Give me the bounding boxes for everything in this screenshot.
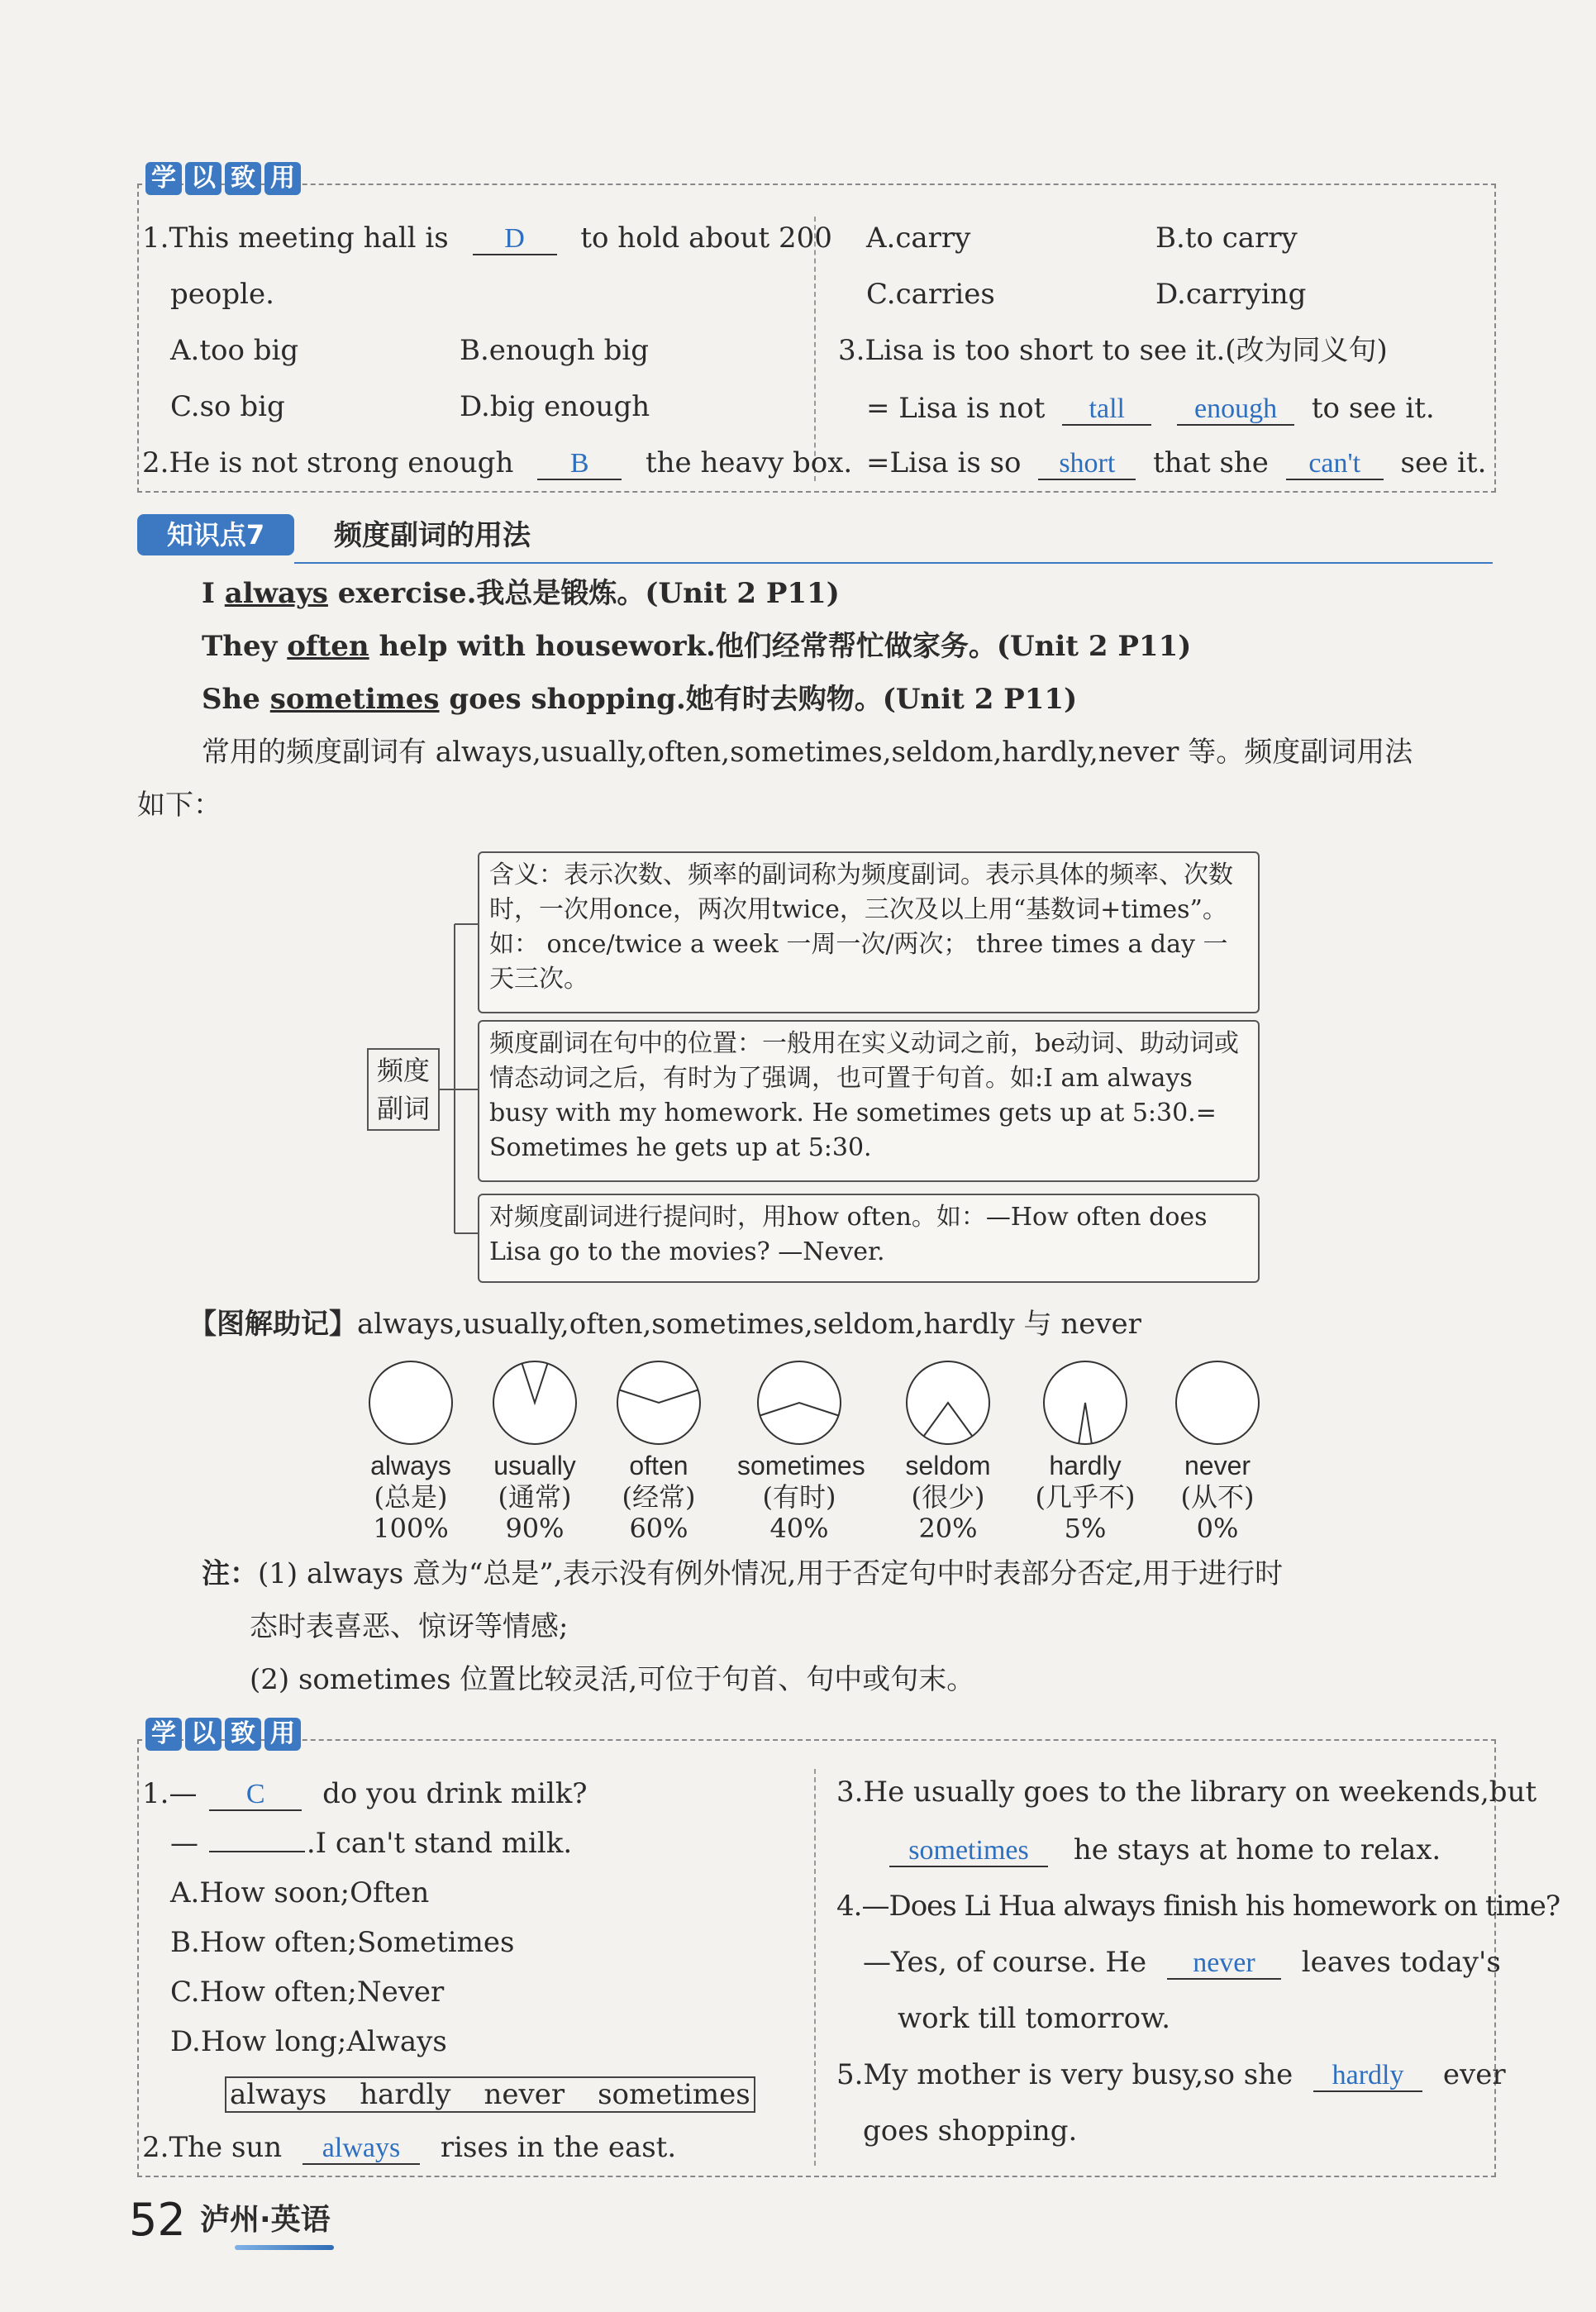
option-a: A.too big — [170, 334, 299, 367]
frequency-item-sometimes — [737, 1359, 865, 1544]
frequency-item-always — [349, 1359, 473, 1544]
option-b: B.How often;Sometimes — [170, 1926, 515, 1959]
frequency-en: always — [370, 1451, 451, 1480]
frequency-pct: 90% — [505, 1513, 565, 1544]
question-1-cont: people. — [170, 278, 274, 311]
frequency-zh: (有时) — [762, 1481, 836, 1513]
word-option: hardly — [360, 2078, 451, 2111]
frequency-pct: 20% — [918, 1513, 978, 1544]
intro-line-1: 常用的频度副词有 always,usually,often,sometimes,seldom,hardly,never 等。频度副词用法 — [202, 736, 1413, 769]
keyword: often — [287, 630, 369, 663]
example-2: They often help with housework.他们经常帮忙做家务。(Unit 2 P11) — [202, 630, 1192, 663]
option-c: C.How often;Never — [170, 1976, 445, 2009]
question-1: 1.This meeting hall is D to hold about 200 — [142, 222, 832, 255]
word-option: never — [484, 2078, 565, 2111]
option-d: D.big enough — [460, 390, 650, 423]
frequency-zh: (很少) — [911, 1481, 985, 1513]
frequency-circle — [904, 1359, 992, 1447]
answer-blank[interactable]: enough — [1177, 394, 1294, 426]
frequency-zh: (经常) — [622, 1481, 696, 1513]
question-1: 1.— C do you drink milk? — [142, 1777, 588, 1810]
example-3: She sometimes goes shopping.她有时去购物。(Unit 2 P11) — [202, 683, 1078, 716]
word-option: sometimes — [598, 2078, 750, 2111]
frequency-en: sometimes — [737, 1451, 865, 1480]
frequency-pct: 100% — [373, 1513, 449, 1544]
answer-blank[interactable]: always — [303, 2133, 420, 2165]
frequency-item-never — [1155, 1359, 1279, 1544]
question-3: 3.He usually goes to the library on weekends,but — [836, 1776, 1537, 1809]
badge-char: 用 — [264, 1718, 301, 1751]
badge-char: 以 — [185, 1718, 222, 1751]
question-2: 2.He is not strong enough B the heavy box. — [142, 446, 853, 479]
mindmap-root: 频度 副词 — [367, 1048, 440, 1131]
column-divider — [814, 217, 816, 481]
note-2: (2) sometimes 位置比较灵活,可位于句首、句中或句末。 — [250, 1663, 975, 1696]
frequency-circle — [367, 1359, 455, 1447]
answer-blank[interactable]: short — [1038, 449, 1136, 480]
intro-line-2: 如下： — [137, 789, 222, 822]
frequency-en: never — [1184, 1451, 1251, 1480]
option-b: B.enough big — [460, 334, 650, 367]
answer-blank[interactable]: B — [537, 449, 622, 480]
frequency-pct: 60% — [629, 1513, 688, 1544]
frequency-en: hardly — [1049, 1451, 1122, 1480]
answer-blank[interactable]: can't — [1286, 449, 1384, 480]
question-4-reply: —Yes, of course. He never leaves today's — [863, 1946, 1501, 1979]
frequency-zh: (通常) — [498, 1481, 572, 1513]
question-3: 3.Lisa is too short to see it.(改为同义句) — [838, 334, 1388, 367]
frequency-pct: 40% — [769, 1513, 829, 1544]
badge-char: 致 — [225, 162, 261, 195]
badge-char: 致 — [225, 1718, 261, 1751]
answer-blank[interactable]: D — [473, 224, 557, 255]
answer-blank[interactable]: sometimes — [889, 1836, 1048, 1867]
question-3-line1: = Lisa is not tall enough to see it. — [866, 392, 1435, 425]
option-c: C.so big — [170, 390, 285, 423]
question-2: 2.The sun always rises in the east. — [142, 2131, 677, 2164]
answer-blank[interactable]: hardly — [1313, 2061, 1422, 2092]
badge-apply-1 — [145, 162, 301, 195]
diagram-caption: 【图解助记】always,usually,often,sometimes,seldom,hardly 与 never — [188, 1308, 1141, 1341]
kp-badge: 知识点7 — [137, 514, 294, 555]
badge-apply-2 — [145, 1718, 301, 1751]
frequency-zh: (几乎不) — [1035, 1481, 1136, 1513]
answer-blank[interactable]: never — [1167, 1948, 1281, 1980]
column-divider — [814, 1769, 816, 2166]
badge-char: 以 — [185, 162, 222, 195]
footer-accent-bar — [235, 2245, 334, 2250]
frequency-pct: 5% — [1064, 1513, 1107, 1544]
frequency-item-hardly — [1023, 1359, 1147, 1544]
option-a: A.carry — [866, 222, 971, 255]
example-1: I always exercise.我总是锻炼。(Unit 2 P11) — [202, 577, 840, 610]
frequency-circle — [1174, 1359, 1261, 1447]
note-1-cont: 态时表喜恶、惊讶等情感; — [250, 1610, 569, 1643]
question-3-line2: =Lisa is so short that she can't see it. — [866, 446, 1487, 479]
frequency-item-seldom — [886, 1359, 1010, 1544]
word-option: always — [230, 2078, 327, 2111]
page-number: 52 — [129, 2194, 186, 2246]
frequency-en: usually — [493, 1451, 576, 1480]
question-5-cont: goes shopping. — [863, 2114, 1078, 2148]
mindmap-box-definition: 含义：表示次数、频率的副词称为频度副词。表示具体的频率、次数时，一次用once，两次用twice，三次及以上用“基数词+times”。如： once/twice a week 一周一次/两次； three times a day 一天三次。 — [478, 851, 1260, 1013]
frequency-pct: 0% — [1196, 1513, 1239, 1544]
badge-char: 学 — [145, 1718, 182, 1751]
option-d: D.carrying — [1155, 278, 1307, 311]
question-4: 4.—Does Li Hua always finish his homework on time? — [836, 1890, 1560, 1923]
option-b: B.to carry — [1155, 222, 1298, 255]
frequency-item-often — [597, 1359, 721, 1544]
option-c: C.carries — [866, 278, 995, 311]
kp-title: 频度副词的用法 — [334, 519, 531, 552]
mindmap-connectors — [438, 918, 479, 1248]
frequency-zh: (从不) — [1180, 1481, 1255, 1513]
footer-title: 泸州·英语 — [200, 2203, 331, 2237]
frequency-en: seldom — [905, 1451, 991, 1480]
frequency-circle — [1041, 1359, 1129, 1447]
answer-blank[interactable] — [209, 1851, 305, 1852]
keyword: always — [224, 577, 328, 610]
word-box — [225, 2076, 755, 2113]
frequency-circle — [491, 1359, 579, 1447]
keyword: sometimes — [269, 683, 440, 716]
mindmap-box-position: 频度副词在句中的位置：一般用在实义动词之前，be动词、助动词或情态动词之后，有时为了强调，也可置于句首。如:I am always busy with my homework. He sometimes gets up at 5:30.= Sometimes he gets up at 5:30. — [478, 1020, 1260, 1182]
kp-title-underline — [294, 562, 1493, 564]
frequency-zh: (总是) — [374, 1481, 448, 1513]
badge-char: 学 — [145, 162, 182, 195]
answer-blank[interactable]: tall — [1062, 394, 1151, 426]
frequency-en: often — [629, 1451, 688, 1480]
question-3-cont: sometimes he stays at home to relax. — [889, 1833, 1441, 1867]
question-5: 5.My mother is very busy,so she hardly ever — [836, 2058, 1506, 2091]
question-1-reply: — .I can't stand milk. — [170, 1827, 573, 1860]
badge-char: 用 — [264, 162, 301, 195]
frequency-item-usually — [473, 1359, 597, 1544]
frequency-circle — [615, 1359, 703, 1447]
option-a: A.How soon;Often — [170, 1876, 430, 1909]
option-d: D.How long;Always — [170, 2025, 447, 2058]
note-1: 注：(1) always 意为“总是”,表示没有例外情况,用于否定句中时表部分否定,用于进行时 — [202, 1557, 1284, 1590]
mindmap-box-question: 对频度副词进行提问时，用how often。如：—How often does Lisa go to the movies? —Never. — [478, 1194, 1260, 1283]
answer-blank[interactable]: C — [209, 1780, 302, 1811]
question-4-cont: work till tomorrow. — [898, 2002, 1171, 2035]
frequency-circle — [755, 1359, 843, 1447]
